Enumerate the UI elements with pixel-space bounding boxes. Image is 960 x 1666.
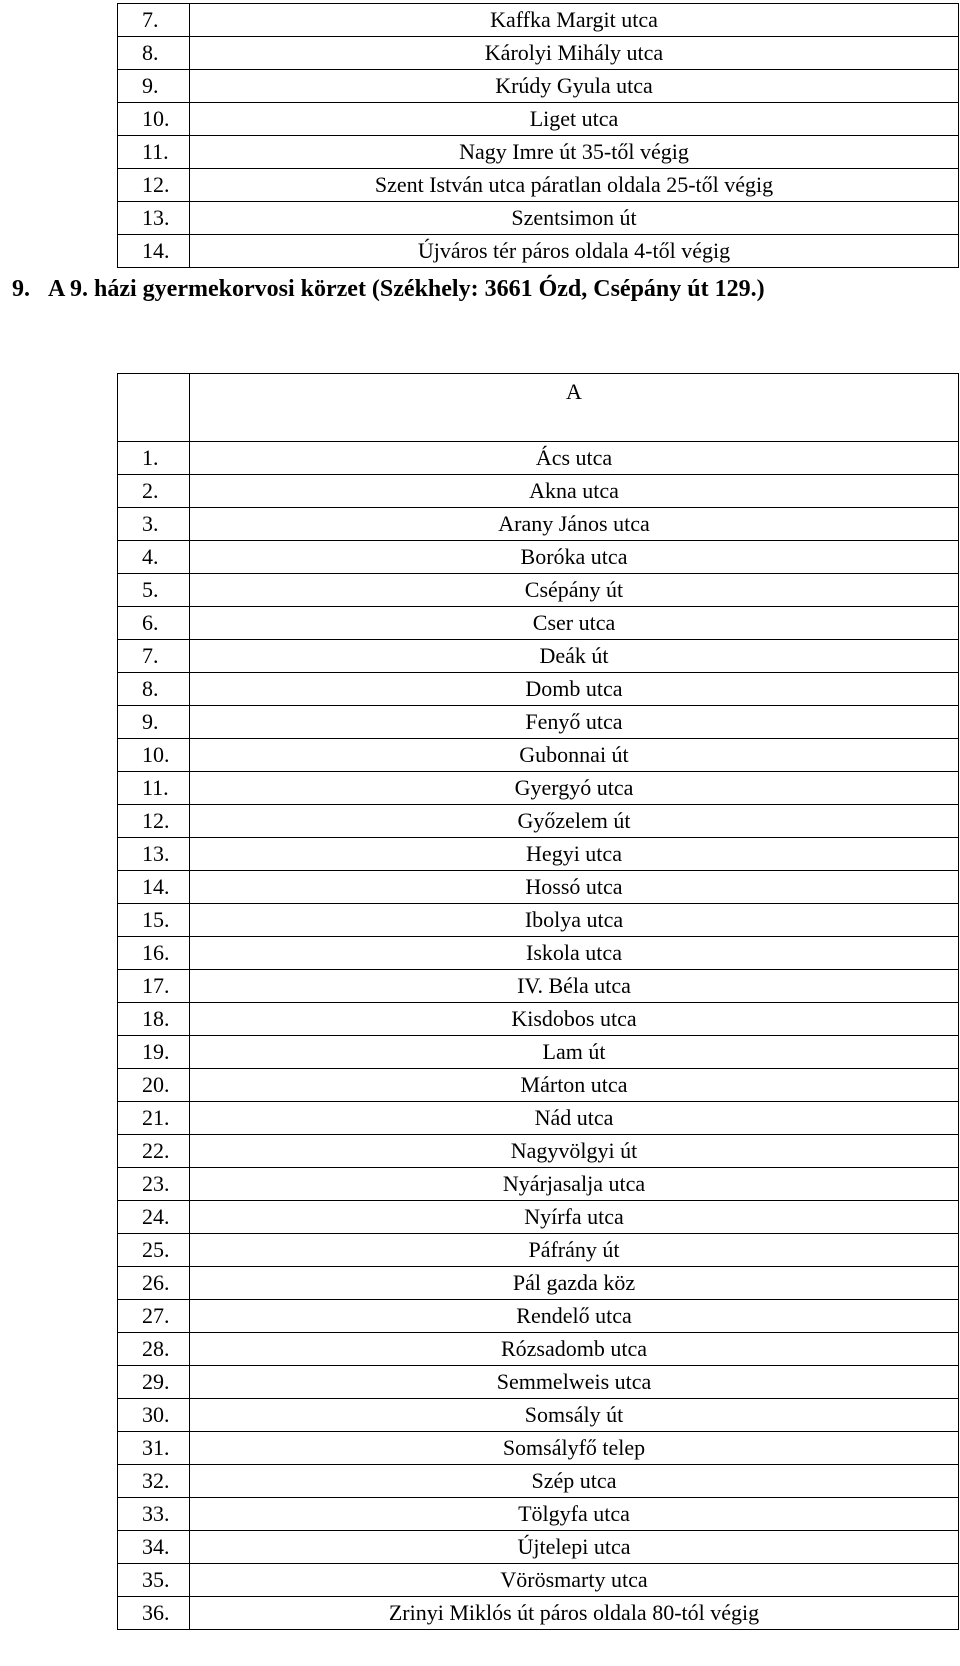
table-row — [118, 1102, 959, 1135]
street-name: Szent István utca páratlan oldala 25-től végig — [190, 169, 959, 202]
row-number: 28. — [118, 1333, 190, 1366]
street-name: Lam út — [190, 1036, 959, 1069]
table-row — [118, 970, 959, 1003]
row-number: 27. — [118, 1300, 190, 1333]
street-name: Hossó utca — [190, 871, 959, 904]
street-name: Tölgyfa utca — [190, 1498, 959, 1531]
table-row — [118, 235, 959, 268]
table-row — [118, 1234, 959, 1267]
table-row — [118, 739, 959, 772]
street-name: Páfrány út — [190, 1234, 959, 1267]
street-name: Vörösmarty utca — [190, 1564, 959, 1597]
street-name: Kisdobos utca — [190, 1003, 959, 1036]
street-name: Gubonnai út — [190, 739, 959, 772]
row-number: 17. — [118, 970, 190, 1003]
street-name: Ács utca — [190, 442, 959, 475]
street-name: Hegyi utca — [190, 838, 959, 871]
street-name: IV. Béla utca — [190, 970, 959, 1003]
table-row — [118, 1135, 959, 1168]
street-name: Márton utca — [190, 1069, 959, 1102]
street-name: Nagy Imre út 35-től végig — [190, 136, 959, 169]
table-row — [118, 202, 959, 235]
table-row — [118, 805, 959, 838]
street-name: Rózsadomb utca — [190, 1333, 959, 1366]
street-name: Semmelweis utca — [190, 1366, 959, 1399]
row-number: 14. — [118, 871, 190, 904]
table-row — [118, 937, 959, 970]
row-number: 13. — [118, 202, 190, 235]
street-name: Nagyvölgyi út — [190, 1135, 959, 1168]
table-row — [118, 1366, 959, 1399]
street-name: Nyírfa utca — [190, 1201, 959, 1234]
row-number: 7. — [118, 640, 190, 673]
row-number: 3. — [118, 508, 190, 541]
row-number: 21. — [118, 1102, 190, 1135]
table-row — [118, 772, 959, 805]
street-name: Boróka utca — [190, 541, 959, 574]
table-row — [118, 103, 959, 136]
street-name: Pál gazda köz — [190, 1267, 959, 1300]
street-name: Iskola utca — [190, 937, 959, 970]
table-row — [118, 442, 959, 475]
street-name: Ibolya utca — [190, 904, 959, 937]
row-number: 32. — [118, 1465, 190, 1498]
street-name: Somsály út — [190, 1399, 959, 1432]
row-number: 11. — [118, 772, 190, 805]
row-number: 29. — [118, 1366, 190, 1399]
street-list-table-district-9 — [117, 373, 959, 1630]
street-name: Újváros tér páros oldala 4-től végig — [190, 235, 959, 268]
row-number: 36. — [118, 1597, 190, 1630]
row-number: 7. — [118, 4, 190, 37]
row-number: 33. — [118, 1498, 190, 1531]
row-number: 35. — [118, 1564, 190, 1597]
district-number: 9. — [12, 276, 30, 302]
street-name: Nád utca — [190, 1102, 959, 1135]
table-row — [118, 169, 959, 202]
row-number: 11. — [118, 136, 190, 169]
table-row — [118, 1300, 959, 1333]
row-number: 15. — [118, 904, 190, 937]
table-row — [118, 1201, 959, 1234]
street-name: Krúdy Gyula utca — [190, 70, 959, 103]
table-row — [118, 1498, 959, 1531]
row-number: 30. — [118, 1399, 190, 1432]
table-row — [118, 904, 959, 937]
street-list-table-previous-district — [117, 3, 959, 268]
table-row — [118, 640, 959, 673]
street-name: Cser utca — [190, 607, 959, 640]
row-number: 2. — [118, 475, 190, 508]
row-number: 12. — [118, 169, 190, 202]
top-table-body — [118, 4, 959, 268]
street-name: Szép utca — [190, 1465, 959, 1498]
table-row — [118, 4, 959, 37]
row-number: 25. — [118, 1234, 190, 1267]
row-number: 24. — [118, 1201, 190, 1234]
row-number: 26. — [118, 1267, 190, 1300]
row-number: 23. — [118, 1168, 190, 1201]
row-number: 10. — [118, 739, 190, 772]
table-row — [118, 607, 959, 640]
row-number: 10. — [118, 103, 190, 136]
table-row — [118, 541, 959, 574]
table-row — [118, 838, 959, 871]
table-row — [118, 37, 959, 70]
street-name: Szentsimon út — [190, 202, 959, 235]
table-row — [118, 706, 959, 739]
row-number: 9. — [118, 70, 190, 103]
table-row — [118, 1465, 959, 1498]
row-number: 1. — [118, 442, 190, 475]
table-header-row — [118, 374, 959, 442]
street-name: Kaffka Margit utca — [190, 4, 959, 37]
header-empty-cell — [118, 374, 190, 442]
street-name: Fenyő utca — [190, 706, 959, 739]
street-name: Nyárjasalja utca — [190, 1168, 959, 1201]
table-row — [118, 1003, 959, 1036]
district-title: A 9. házi gyermekorvosi körzet (Székhely: 3661 Ózd, Csépány út 129.) — [48, 276, 765, 302]
street-name: Akna utca — [190, 475, 959, 508]
row-number: 8. — [118, 37, 190, 70]
table-row — [118, 1399, 959, 1432]
table-row — [118, 475, 959, 508]
table-row — [118, 1531, 959, 1564]
table-row — [118, 1564, 959, 1597]
table-row — [118, 1267, 959, 1300]
street-name: Újtelepi utca — [190, 1531, 959, 1564]
row-number: 19. — [118, 1036, 190, 1069]
row-number: 6. — [118, 607, 190, 640]
table-row — [118, 70, 959, 103]
row-number: 16. — [118, 937, 190, 970]
row-number: 13. — [118, 838, 190, 871]
row-number: 20. — [118, 1069, 190, 1102]
street-name: Liget utca — [190, 103, 959, 136]
table-row — [118, 1432, 959, 1465]
row-number: 9. — [118, 706, 190, 739]
street-name: Domb utca — [190, 673, 959, 706]
table-row — [118, 1168, 959, 1201]
table-row — [118, 1597, 959, 1630]
street-name: Arany János utca — [190, 508, 959, 541]
row-number: 12. — [118, 805, 190, 838]
street-name: Gyergyó utca — [190, 772, 959, 805]
street-name: Károlyi Mihály utca — [190, 37, 959, 70]
table-row — [118, 136, 959, 169]
table-row — [118, 871, 959, 904]
row-number: 4. — [118, 541, 190, 574]
row-number: 18. — [118, 1003, 190, 1036]
row-number: 22. — [118, 1135, 190, 1168]
street-name: Győzelem út — [190, 805, 959, 838]
street-name: Deák út — [190, 640, 959, 673]
street-name: Somsályfő telep — [190, 1432, 959, 1465]
row-number: 8. — [118, 673, 190, 706]
row-number: 14. — [118, 235, 190, 268]
row-number: 5. — [118, 574, 190, 607]
main-table-body — [118, 374, 959, 1630]
table-row — [118, 574, 959, 607]
street-name: Rendelő utca — [190, 1300, 959, 1333]
street-name: Zrinyi Miklós út páros oldala 80-tól végig — [190, 1597, 959, 1630]
street-name: Csépány út — [190, 574, 959, 607]
district-heading — [12, 276, 765, 303]
row-number: 34. — [118, 1531, 190, 1564]
header-letter: A — [190, 374, 959, 442]
table-row — [118, 1333, 959, 1366]
table-row — [118, 508, 959, 541]
table-row — [118, 1036, 959, 1069]
row-number: 31. — [118, 1432, 190, 1465]
table-row — [118, 673, 959, 706]
table-row — [118, 1069, 959, 1102]
